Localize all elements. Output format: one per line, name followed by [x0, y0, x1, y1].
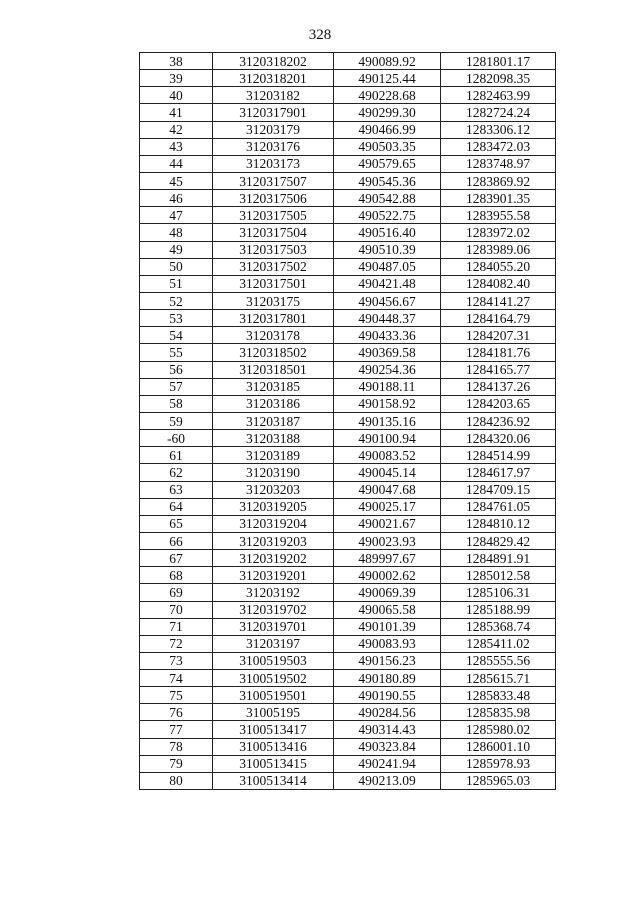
- table-row: [140, 241, 556, 258]
- table-row: [140, 207, 556, 224]
- point-number-cell: 50: [140, 258, 213, 275]
- point-id-cell: 3120318501: [213, 361, 334, 378]
- point-id-cell: 3120319205: [213, 498, 334, 515]
- point-id-cell: 3100513417: [213, 721, 334, 738]
- table-row: [140, 190, 556, 207]
- x-coordinate-cell: 490487.05: [334, 258, 441, 275]
- y-coordinate-cell: 1284082.40: [441, 275, 556, 292]
- point-number-cell: 53: [140, 310, 213, 327]
- y-coordinate-cell: 1285012.58: [441, 567, 556, 584]
- point-id-cell: 3100513414: [213, 772, 334, 789]
- x-coordinate-cell: 490190.55: [334, 687, 441, 704]
- point-id-cell: 3120317801: [213, 310, 334, 327]
- point-id-cell: 31203187: [213, 412, 334, 429]
- x-coordinate-cell: 490456.67: [334, 292, 441, 309]
- y-coordinate-cell: 1283955.58: [441, 207, 556, 224]
- point-number-cell: 65: [140, 515, 213, 532]
- y-coordinate-cell: 1283748.97: [441, 155, 556, 172]
- table-row: [140, 395, 556, 412]
- point-id-cell: 3120317901: [213, 104, 334, 121]
- x-coordinate-cell: 490002.62: [334, 567, 441, 584]
- table-body: [140, 53, 556, 790]
- point-id-cell: 3120319202: [213, 550, 334, 567]
- point-number-cell: 79: [140, 755, 213, 772]
- point-number-cell: 67: [140, 550, 213, 567]
- x-coordinate-cell: 490083.52: [334, 447, 441, 464]
- y-coordinate-cell: 1285411.02: [441, 635, 556, 652]
- table-row: [140, 515, 556, 532]
- table-row: [140, 292, 556, 309]
- table-row: [140, 738, 556, 755]
- y-coordinate-cell: 1284891.91: [441, 550, 556, 567]
- point-number-cell: 77: [140, 721, 213, 738]
- point-number-cell: 61: [140, 447, 213, 464]
- table-row: [140, 327, 556, 344]
- table-row: [140, 464, 556, 481]
- point-id-cell: 3120318502: [213, 344, 334, 361]
- point-number-cell: 57: [140, 378, 213, 395]
- point-number-cell: 51: [140, 275, 213, 292]
- point-number-cell: 75: [140, 687, 213, 704]
- y-coordinate-cell: 1285368.74: [441, 618, 556, 635]
- table-row: [140, 275, 556, 292]
- point-number-cell: 44: [140, 155, 213, 172]
- table-row: [140, 344, 556, 361]
- point-number-cell: 74: [140, 670, 213, 687]
- x-coordinate-cell: 490241.94: [334, 755, 441, 772]
- point-number-cell: 64: [140, 498, 213, 515]
- x-coordinate-cell: 490369.58: [334, 344, 441, 361]
- x-coordinate-cell: 490510.39: [334, 241, 441, 258]
- x-coordinate-cell: 490065.58: [334, 601, 441, 618]
- point-id-cell: 3120319204: [213, 515, 334, 532]
- point-number-cell: 40: [140, 87, 213, 104]
- table-row: [140, 721, 556, 738]
- point-id-cell: 3120317504: [213, 224, 334, 241]
- y-coordinate-cell: 1284207.31: [441, 327, 556, 344]
- table-row: [140, 121, 556, 138]
- table-row: [140, 584, 556, 601]
- point-id-cell: 3100513416: [213, 738, 334, 755]
- page-number: 328: [308, 27, 332, 43]
- y-coordinate-cell: 1285978.93: [441, 755, 556, 772]
- x-coordinate-cell: 490466.99: [334, 121, 441, 138]
- point-number-cell: 63: [140, 481, 213, 498]
- x-coordinate-cell: 490100.94: [334, 430, 441, 447]
- y-coordinate-cell: 1283472.03: [441, 138, 556, 155]
- x-coordinate-cell: 490047.68: [334, 481, 441, 498]
- table-row: [140, 412, 556, 429]
- y-coordinate-cell: 1285833.48: [441, 687, 556, 704]
- table-row: [140, 224, 556, 241]
- point-number-cell: 76: [140, 704, 213, 721]
- point-number-cell: 66: [140, 532, 213, 549]
- point-id-cell: 31203176: [213, 138, 334, 155]
- point-number-cell: 41: [140, 104, 213, 121]
- point-id-cell: 3120317507: [213, 172, 334, 189]
- table-row: [140, 550, 556, 567]
- y-coordinate-cell: 1284810.12: [441, 515, 556, 532]
- point-number-cell: 49: [140, 241, 213, 258]
- y-coordinate-cell: 1284165.77: [441, 361, 556, 378]
- point-number-cell: 56: [140, 361, 213, 378]
- x-coordinate-cell: 490188.11: [334, 378, 441, 395]
- table-row: [140, 258, 556, 275]
- x-coordinate-cell: 490433.36: [334, 327, 441, 344]
- point-id-cell: 31203197: [213, 635, 334, 652]
- y-coordinate-cell: 1286001.10: [441, 738, 556, 755]
- x-coordinate-cell: 490023.93: [334, 532, 441, 549]
- y-coordinate-cell: 1285106.31: [441, 584, 556, 601]
- x-coordinate-cell: 490025.17: [334, 498, 441, 515]
- x-coordinate-cell: 490314.43: [334, 721, 441, 738]
- y-coordinate-cell: 1285980.02: [441, 721, 556, 738]
- table-row: [140, 104, 556, 121]
- table-row: [140, 53, 556, 70]
- x-coordinate-cell: 490083.93: [334, 635, 441, 652]
- x-coordinate-cell: 490545.36: [334, 172, 441, 189]
- point-id-cell: 31203190: [213, 464, 334, 481]
- x-coordinate-cell: 490516.40: [334, 224, 441, 241]
- y-coordinate-cell: 1284181.76: [441, 344, 556, 361]
- table-row: [140, 567, 556, 584]
- point-id-cell: 31203178: [213, 327, 334, 344]
- point-number-cell: 68: [140, 567, 213, 584]
- x-coordinate-cell: 490213.09: [334, 772, 441, 789]
- x-coordinate-cell: 490299.30: [334, 104, 441, 121]
- table-row: [140, 498, 556, 515]
- table-row: [140, 618, 556, 635]
- point-number-cell: 43: [140, 138, 213, 155]
- point-number-cell: 72: [140, 635, 213, 652]
- table-row: [140, 635, 556, 652]
- point-id-cell: 3120317505: [213, 207, 334, 224]
- point-number-cell: 38: [140, 53, 213, 70]
- x-coordinate-cell: 490180.89: [334, 670, 441, 687]
- point-number-cell: 62: [140, 464, 213, 481]
- table-row: [140, 87, 556, 104]
- point-number-cell: 54: [140, 327, 213, 344]
- point-id-cell: 31203175: [213, 292, 334, 309]
- table-row: [140, 652, 556, 669]
- point-id-cell: 31203188: [213, 430, 334, 447]
- y-coordinate-cell: 1282724.24: [441, 104, 556, 121]
- x-coordinate-cell: 490542.88: [334, 190, 441, 207]
- x-coordinate-cell: 490579.65: [334, 155, 441, 172]
- table-row: [140, 70, 556, 87]
- x-coordinate-cell: 490089.92: [334, 53, 441, 70]
- x-coordinate-cell: 489997.67: [334, 550, 441, 567]
- y-coordinate-cell: 1282463.99: [441, 87, 556, 104]
- point-number-cell: 55: [140, 344, 213, 361]
- y-coordinate-cell: 1281801.17: [441, 53, 556, 70]
- point-id-cell: 3100519501: [213, 687, 334, 704]
- x-coordinate-cell: 490125.44: [334, 70, 441, 87]
- point-number-cell: 73: [140, 652, 213, 669]
- point-number-cell: 48: [140, 224, 213, 241]
- point-number-cell: 58: [140, 395, 213, 412]
- point-id-cell: 31203186: [213, 395, 334, 412]
- point-id-cell: 3100519502: [213, 670, 334, 687]
- point-number-cell: 59: [140, 412, 213, 429]
- y-coordinate-cell: 1283869.92: [441, 172, 556, 189]
- y-coordinate-cell: 1285188.99: [441, 601, 556, 618]
- point-id-cell: 3120319201: [213, 567, 334, 584]
- y-coordinate-cell: 1284055.20: [441, 258, 556, 275]
- point-number-cell: 70: [140, 601, 213, 618]
- y-coordinate-cell: 1284709.15: [441, 481, 556, 498]
- point-id-cell: 31203189: [213, 447, 334, 464]
- point-id-cell: 3120317501: [213, 275, 334, 292]
- y-coordinate-cell: 1283306.12: [441, 121, 556, 138]
- x-coordinate-cell: 490101.39: [334, 618, 441, 635]
- y-coordinate-cell: 1283989.06: [441, 241, 556, 258]
- x-coordinate-cell: 490045.14: [334, 464, 441, 481]
- x-coordinate-cell: 490156.23: [334, 652, 441, 669]
- x-coordinate-cell: 490135.16: [334, 412, 441, 429]
- y-coordinate-cell: 1284164.79: [441, 310, 556, 327]
- point-id-cell: 3120319203: [213, 532, 334, 549]
- table-row: [140, 378, 556, 395]
- x-coordinate-cell: 490158.92: [334, 395, 441, 412]
- x-coordinate-cell: 490503.35: [334, 138, 441, 155]
- point-id-cell: 31203179: [213, 121, 334, 138]
- table-row: [140, 447, 556, 464]
- point-id-cell: 31203203: [213, 481, 334, 498]
- table-row: [140, 481, 556, 498]
- y-coordinate-cell: 1284761.05: [441, 498, 556, 515]
- table-row: [140, 310, 556, 327]
- point-number-cell: -60: [140, 430, 213, 447]
- table-row: [140, 704, 556, 721]
- point-id-cell: 31203182: [213, 87, 334, 104]
- y-coordinate-cell: 1284236.92: [441, 412, 556, 429]
- point-id-cell: 31005195: [213, 704, 334, 721]
- point-number-cell: 42: [140, 121, 213, 138]
- table-row: [140, 430, 556, 447]
- y-coordinate-cell: 1285555.56: [441, 652, 556, 669]
- point-number-cell: 71: [140, 618, 213, 635]
- point-number-cell: 78: [140, 738, 213, 755]
- x-coordinate-cell: 490021.67: [334, 515, 441, 532]
- table-row: [140, 172, 556, 189]
- table-row: [140, 532, 556, 549]
- point-id-cell: 3100513415: [213, 755, 334, 772]
- point-number-cell: 39: [140, 70, 213, 87]
- y-coordinate-cell: 1284320.06: [441, 430, 556, 447]
- point-id-cell: 3120319702: [213, 601, 334, 618]
- point-id-cell: 31203185: [213, 378, 334, 395]
- point-number-cell: 46: [140, 190, 213, 207]
- point-id-cell: 3120317503: [213, 241, 334, 258]
- point-id-cell: 3120317506: [213, 190, 334, 207]
- point-number-cell: 45: [140, 172, 213, 189]
- x-coordinate-cell: 490069.39: [334, 584, 441, 601]
- point-number-cell: 80: [140, 772, 213, 789]
- x-coordinate-cell: 490228.68: [334, 87, 441, 104]
- y-coordinate-cell: 1282098.35: [441, 70, 556, 87]
- x-coordinate-cell: 490522.75: [334, 207, 441, 224]
- point-id-cell: 3120318202: [213, 53, 334, 70]
- table-row: [140, 155, 556, 172]
- y-coordinate-cell: 1284203.65: [441, 395, 556, 412]
- x-coordinate-cell: 490323.84: [334, 738, 441, 755]
- table-row: [140, 670, 556, 687]
- point-id-cell: 3120319701: [213, 618, 334, 635]
- y-coordinate-cell: 1283901.35: [441, 190, 556, 207]
- point-id-cell: 31203192: [213, 584, 334, 601]
- table-row: [140, 772, 556, 789]
- y-coordinate-cell: 1284137.26: [441, 378, 556, 395]
- table-row: [140, 361, 556, 378]
- x-coordinate-cell: 490284.56: [334, 704, 441, 721]
- x-coordinate-cell: 490448.37: [334, 310, 441, 327]
- point-number-cell: 47: [140, 207, 213, 224]
- x-coordinate-cell: 490254.36: [334, 361, 441, 378]
- y-coordinate-cell: 1285835.98: [441, 704, 556, 721]
- table-row: [140, 601, 556, 618]
- y-coordinate-cell: 1284829.42: [441, 532, 556, 549]
- y-coordinate-cell: 1284141.27: [441, 292, 556, 309]
- point-number-cell: 52: [140, 292, 213, 309]
- y-coordinate-cell: 1285615.71: [441, 670, 556, 687]
- y-coordinate-cell: 1284617.97: [441, 464, 556, 481]
- point-id-cell: 31203173: [213, 155, 334, 172]
- point-id-cell: 3100519503: [213, 652, 334, 669]
- point-id-cell: 3120318201: [213, 70, 334, 87]
- table-row: [140, 138, 556, 155]
- y-coordinate-cell: 1283972.02: [441, 224, 556, 241]
- y-coordinate-cell: 1284514.99: [441, 447, 556, 464]
- y-coordinate-cell: 1285965.03: [441, 772, 556, 789]
- point-id-cell: 3120317502: [213, 258, 334, 275]
- table-row: [140, 687, 556, 704]
- table-row: [140, 755, 556, 772]
- point-number-cell: 69: [140, 584, 213, 601]
- x-coordinate-cell: 490421.48: [334, 275, 441, 292]
- coordinates-table: [139, 52, 556, 790]
